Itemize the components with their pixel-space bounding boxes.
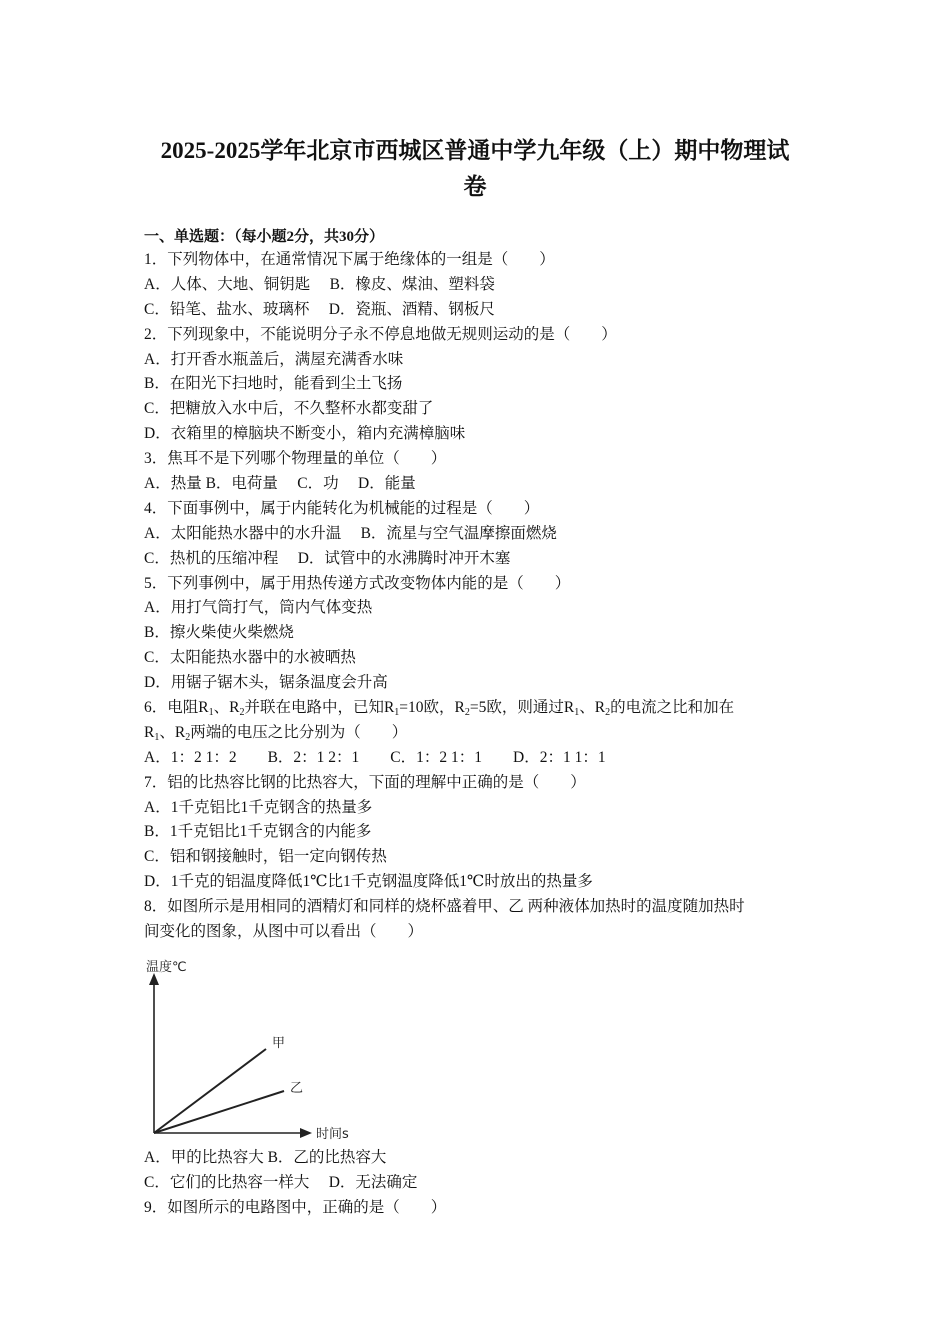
q8-stem-line1: 8．如图所示是用相同的酒精灯和同样的烧杯盛着甲、乙 两种液体加热时的温度随加热时 bbox=[144, 898, 745, 916]
q5-stem: 5．下列事例中，属于用热传递方式改变物体内能的是（ ） bbox=[144, 574, 571, 592]
q4-options-cd: C．热机的压缩冲程 D．试管中的水沸腾时冲开木塞 bbox=[144, 549, 511, 567]
series-jia-label: 甲 bbox=[272, 1035, 286, 1051]
series-yi-line bbox=[154, 1091, 284, 1133]
section-heading: 一、单选题：（每小题2分，共30分） bbox=[144, 229, 385, 245]
question-list bbox=[144, 248, 814, 1221]
q6-options: A．1：2 1：2 B．2：1 2：1 C．1：2 1：1 D．2：1 1：1 bbox=[144, 748, 606, 766]
q2-option-a: A．打开香水瓶盖后，满屋充满香水味 bbox=[144, 350, 404, 368]
exam-title-line2: 卷 bbox=[463, 174, 487, 199]
q4-stem: 4．下面事例中，属于内能转化为机械能的过程是（ ） bbox=[144, 499, 540, 517]
exam-title bbox=[120, 133, 830, 205]
q7-option-b: B．1千克铝比1千克钢含的内能多 bbox=[144, 823, 372, 841]
q9-stem: 9．如图所示的电路图中，正确的是（ ） bbox=[144, 1198, 447, 1216]
q1-stem: 1．下列物体中，在通常情况下属于绝缘体的一组是（ ） bbox=[144, 251, 555, 268]
q3-stem: 3．焦耳不是下列哪个物理量的单位（ ） bbox=[144, 450, 447, 468]
q6-stem-line2: $R_1$、$R_2$两端的电压之比分别为（ ） bbox=[144, 723, 408, 743]
series-jia-line bbox=[154, 1049, 266, 1133]
series-yi-label: 乙 bbox=[290, 1080, 304, 1096]
q7-stem: 7．铝的比热容比钢的比热容大，下面的理解中正确的是（ ） bbox=[144, 773, 586, 791]
q2-option-d: D．衣箱里的樟脑块不断变小，箱内充满樟脑味 bbox=[144, 425, 466, 443]
q2-option-b: B．在阳光下扫地时，能看到尘土飞扬 bbox=[144, 375, 403, 393]
q4-options-ab: A．太阳能热水器中的水升温 B．流星与空气温摩擦面燃烧 bbox=[144, 524, 557, 542]
q7-option-c: C．铝和钢接触时，铝一定向钢传热 bbox=[144, 848, 387, 866]
q1-options-ab: A．人体、大地、铜钥匙 B．橡皮、煤油、塑料袋 bbox=[144, 275, 495, 293]
q2-stem: 2．下列现象中，不能说明分子永不停息地做无规则运动的是（ ） bbox=[144, 325, 617, 343]
x-axis-arrow bbox=[300, 1128, 312, 1138]
q2-option-c: C．把糖放入水中后，不久整杯水都变甜了 bbox=[144, 400, 434, 418]
q8-stem-line2: 间变化的图象，从图中可以看出（ ） bbox=[144, 923, 424, 941]
q7-option-a: A．1千克铝比1千克钢含的热量多 bbox=[144, 798, 373, 816]
q7-option-d: D．1千克的铝温度降低1℃比1千克钢温度降低1℃时放出的热量多 bbox=[144, 873, 593, 891]
q8-options-ab: A．甲的比热容大 B．乙的比热容大 bbox=[144, 1148, 387, 1166]
q1-options-cd: C．铅笔、盐水、玻璃杯 D．瓷瓶、酒精、钢板尺 bbox=[144, 300, 495, 318]
q6-stem-line1: 6．电阻$R_1$、$R_2$并联在电路中，已知$R_1=10$欧，$R_2=5$欧，则通过$R_1$、$R_2$的电流之比和加在 bbox=[144, 699, 735, 719]
temperature-time-graph bbox=[144, 951, 364, 1146]
y-axis-label: 温度℃ bbox=[146, 959, 187, 975]
x-axis-label: 时间s bbox=[316, 1126, 349, 1142]
q3-options: A．热量 B．电荷量 C．功 D．能量 bbox=[144, 475, 416, 493]
q5-option-b: B．擦火柴使火柴燃烧 bbox=[144, 624, 294, 642]
q5-option-a: A．用打气筒打气，筒内气体变热 bbox=[144, 599, 373, 617]
q5-option-c: C．太阳能热水器中的水被晒热 bbox=[144, 649, 356, 667]
q8-options-cd: C．它们的比热容一样大 D．无法确定 bbox=[144, 1173, 418, 1191]
q5-option-d: D．用锯子锯木头，锯条温度会升高 bbox=[144, 674, 388, 692]
exam-title-line1: 2025-2025学年北京市西城区普通中学九年级（上）期中物理试 bbox=[160, 138, 790, 163]
graph-svg bbox=[144, 951, 364, 1146]
